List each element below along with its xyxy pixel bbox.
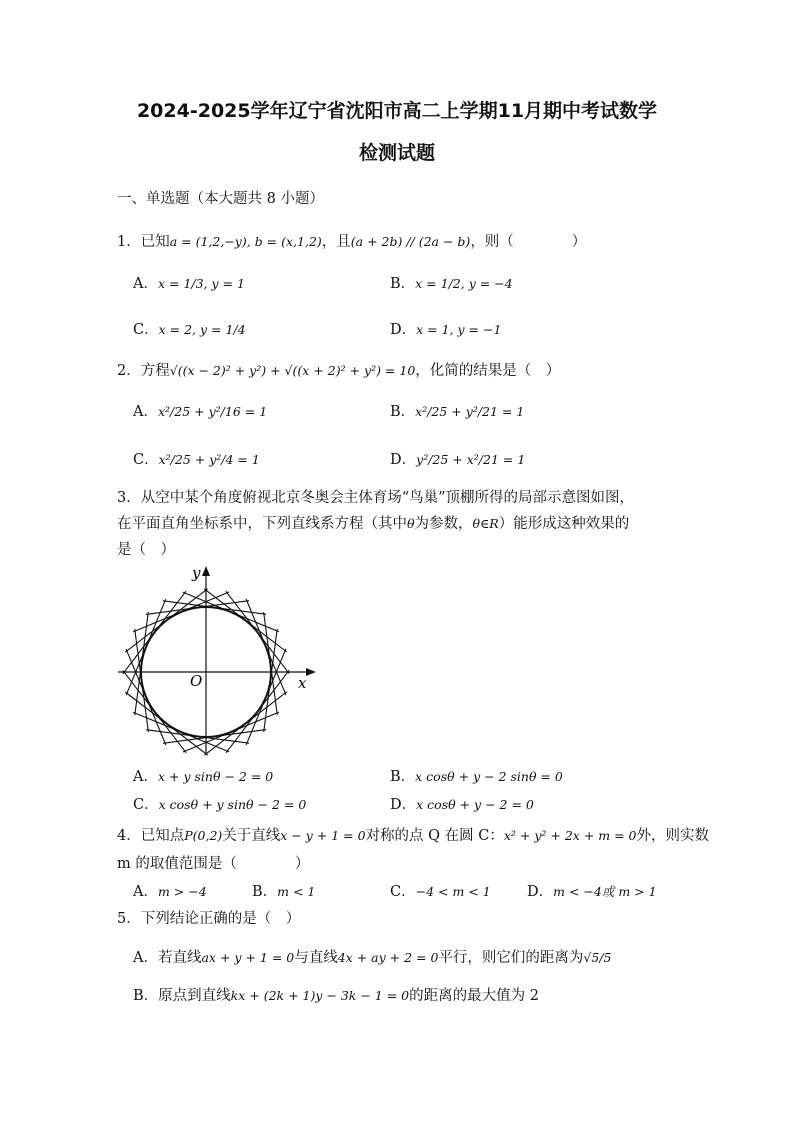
q5-a-value: √5/5 — [583, 950, 612, 965]
q1-option-d[interactable] — [390, 318, 501, 339]
q1-stem — [117, 230, 586, 251]
q1-option-d-text: x = 1, y = −1 — [416, 322, 502, 337]
q2-stem-prefix: 2．方程 — [117, 363, 170, 379]
page-subtitle: 检测试题 — [358, 142, 435, 164]
q4-stem-mid2: 对称的点 Q 在圆 C： — [365, 828, 504, 844]
q1-option-a-text: x = 1/3, y = 1 — [157, 276, 245, 291]
q3-theta: θ — [407, 516, 415, 531]
q2-option-a-text: x²/25 + y²/16 = 1 — [157, 404, 268, 419]
q3-line1: 3．从空中某个角度俯视北京冬奥会主体育场“鸟巢”顶棚所得的局部示意图如图， — [117, 490, 635, 506]
section-heading: 一、单选题（本大题共 8 小题） — [117, 191, 324, 207]
q5-option-b[interactable] — [133, 984, 539, 1005]
q1-option-c-text: x = 2, y = 1/4 — [158, 322, 246, 337]
q3-option-d-text: x cosθ + y − 2 = 0 — [416, 797, 534, 812]
option-label: B． — [390, 276, 416, 292]
q3-theta-in-r: θ∈R — [472, 516, 499, 531]
option-label: A． — [133, 404, 158, 420]
q2-option-b-text: x²/25 + y²/21 = 1 — [415, 404, 525, 419]
q1-stem-mid: ，且 — [321, 234, 351, 250]
option-label: C． — [133, 452, 159, 468]
q4-circle: x² + y² + 2x + m = 0 — [503, 828, 637, 843]
q3-option-c[interactable] — [133, 793, 306, 814]
q5-option-a[interactable] — [133, 946, 612, 967]
q4-stem-suffix: 外，则实数 — [636, 828, 709, 844]
option-label: C． — [133, 322, 159, 338]
page-title: 2024-2025学年辽宁省沈阳市高二上学期11月期中考试数学 — [136, 100, 658, 122]
q3-option-a[interactable] — [133, 765, 273, 786]
q2-option-b[interactable] — [390, 400, 524, 421]
q3-line3: 是（ ） — [117, 542, 175, 558]
option-label: A． — [133, 769, 158, 785]
q3-option-c-text: x cosθ + y sinθ − 2 = 0 — [158, 797, 307, 812]
option-label: B． — [390, 769, 416, 785]
option-label: A． — [133, 950, 158, 966]
q1-stem-prefix: 1．已知 — [117, 234, 170, 250]
q4-line: x − y + 1 = 0 — [280, 828, 366, 843]
option-label: D． — [390, 452, 417, 468]
q4-option-c[interactable] — [390, 880, 491, 901]
q3-option-a-text: x + y sinθ − 2 = 0 — [157, 769, 274, 784]
y-axis-arrow — [202, 566, 210, 576]
q2-option-c-text: x²/25 + y²/4 = 1 — [158, 452, 260, 467]
q4-option-d[interactable] — [527, 880, 657, 901]
q3-option-b[interactable] — [390, 765, 563, 786]
y-axis-label: y — [192, 564, 201, 582]
q3-line2-suffix: ）能形成这种效果的 — [498, 516, 630, 532]
q3-line2-mid: 为参数， — [414, 516, 473, 532]
q4-stem-mid1: 关于直线 — [222, 828, 281, 844]
q4-option-a[interactable] — [133, 880, 207, 901]
q2-equation: √((x − 2)² + y²) + √((x + 2)² + y²) = 10 — [169, 363, 416, 378]
option-label: C． — [390, 884, 416, 900]
bird-nest-figure — [108, 558, 328, 758]
q2-stem — [117, 359, 560, 380]
q2-option-c[interactable] — [133, 448, 260, 469]
option-label: D． — [390, 322, 417, 338]
q4-option-d-text: m < −4或 m > 1 — [553, 884, 657, 899]
q4-option-b-text: m < 1 — [277, 884, 316, 899]
q4-line2: m 的取值范围是（ ） — [117, 856, 310, 872]
q3-option-b-text: x cosθ + y − 2 sinθ = 0 — [415, 769, 563, 784]
q5-b-line: kx + (2k + 1)y − 3k − 1 = 0 — [230, 988, 410, 1003]
q4-option-c-text: −4 < m < 1 — [415, 884, 491, 899]
option-label: D． — [527, 884, 554, 900]
origin-label: O — [190, 672, 203, 690]
q4-option-a-text: m > −4 — [157, 884, 207, 899]
option-label: B． — [133, 988, 159, 1004]
q3-line2-prefix: 在平面直角坐标系中，下列直线系方程（其中 — [117, 516, 407, 532]
q2-stem-suffix: ，化简的结果是（ ） — [415, 363, 561, 379]
q2-option-d[interactable] — [390, 448, 525, 469]
q4-stem-prefix: 4．已知点 — [117, 828, 185, 844]
option-label: C． — [133, 797, 159, 813]
q3-line2 — [117, 512, 629, 533]
option-label: D． — [390, 797, 417, 813]
q4-stem — [117, 824, 709, 845]
q5-stem: 5．下列结论正确的是（ ） — [117, 911, 301, 927]
q1-vectors: a = (1,2,−y), b = (x,1,2) — [169, 234, 322, 249]
q5-a-line1: ax + y + 1 = 0 — [201, 950, 295, 965]
option-label: A． — [133, 884, 158, 900]
option-label: A． — [133, 276, 158, 292]
x-axis-arrow — [306, 668, 316, 676]
q5-b-prefix: 原点到直线 — [158, 988, 231, 1004]
q2-option-a[interactable] — [133, 400, 267, 421]
q1-option-b-text: x = 1/2, y = −4 — [415, 276, 513, 291]
q5-a-mid: 与直线 — [294, 950, 338, 966]
q5-a-line2: 4x + ay + 2 = 0 — [337, 950, 439, 965]
q1-stem-suffix: ，则（ ） — [470, 234, 587, 250]
q2-option-d-text: y²/25 + x²/21 = 1 — [416, 452, 526, 467]
q5-a-suffix: 平行，则它们的距离为 — [438, 950, 584, 966]
q1-option-b[interactable] — [390, 272, 513, 293]
option-label: B． — [252, 884, 278, 900]
q3-option-d[interactable] — [390, 793, 534, 814]
q4-option-b[interactable] — [252, 880, 315, 901]
q4-point: P(0,2) — [184, 828, 223, 843]
q5-a-prefix: 若直线 — [157, 950, 202, 966]
q1-option-c[interactable] — [133, 318, 246, 339]
option-label: B． — [390, 404, 416, 420]
q1-option-a[interactable] — [133, 272, 245, 293]
q1-parallel: (a + 2b) // (2a − b) — [350, 234, 471, 249]
q5-b-suffix: 的距离的最大值为 2 — [409, 988, 539, 1004]
x-axis-label: x — [298, 674, 307, 692]
